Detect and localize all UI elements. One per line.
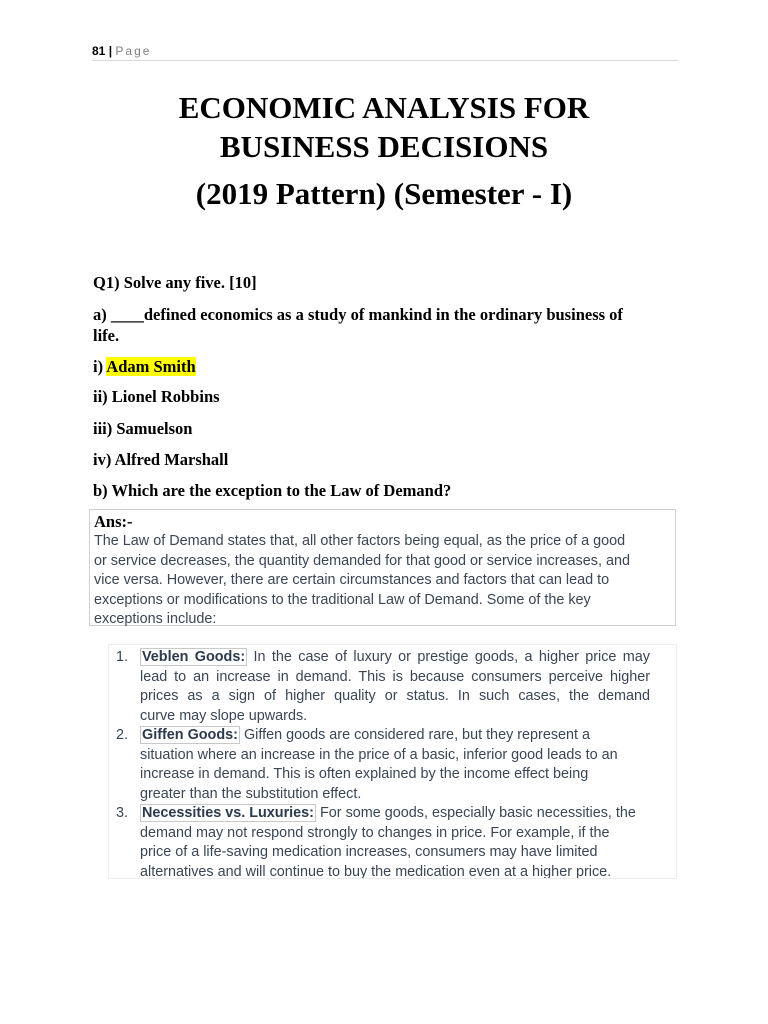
answer-intro bbox=[94, 532, 671, 630]
title-line-2: BUSINESS DECISIONS bbox=[219, 129, 549, 164]
list-item-term: Veblen Goods: bbox=[142, 649, 246, 665]
list-item-term: Giffen Goods: bbox=[142, 727, 238, 743]
list-item-line: lead to an increase in demand. This is because consumers perceive higher bbox=[140, 668, 650, 685]
answer-line: exceptions include: bbox=[94, 611, 217, 628]
list-item-text: Giffen goods are considered rare, but they represent a bbox=[243, 727, 591, 743]
page-word: Page bbox=[115, 44, 152, 58]
option-iii: iii) Samuelson bbox=[93, 419, 193, 438]
question-a bbox=[93, 304, 678, 346]
list-item-line: price of a life-saving medication increases, consumers may have limited bbox=[140, 844, 598, 860]
list-item-line: demand may not respond strongly to changes in price. For example, if the bbox=[140, 824, 610, 841]
title-line-1: ECONOMIC ANALYSIS FOR bbox=[178, 90, 590, 125]
option-i-answer-highlight: Adam Smith bbox=[106, 357, 196, 376]
list-item-term: Necessities vs. Luxuries: bbox=[142, 805, 314, 821]
list-item-text: In the case of luxury or prestige goods, a higher price may bbox=[253, 649, 650, 665]
page-header bbox=[92, 44, 678, 61]
list-item-text: For some goods, especially basic necessities, the bbox=[319, 805, 636, 821]
option-i-prefix: i) bbox=[93, 357, 107, 376]
list-item-line: greater than the substitution effect. bbox=[140, 785, 362, 802]
document-title bbox=[0, 88, 768, 166]
list-item-line: prices as a sign of higher quality or status. In such cases, the demand bbox=[140, 688, 650, 704]
answer-line: The Law of Demand states that, all other factors being equal, as the price of a good bbox=[94, 533, 626, 549]
list-number: 2. bbox=[116, 727, 129, 743]
question-b: b) Which are the exception to the Law of Demand? bbox=[93, 481, 452, 500]
question-a-line-1: a) ____defined economics as a study of mankind in the ordinary business of bbox=[93, 305, 623, 324]
list-item-line: alternatives and will continue to buy the medication even at a higher price. bbox=[140, 863, 612, 879]
answer-box bbox=[89, 509, 676, 626]
answer-line: exceptions or modifications to the traditional Law of Demand. Some of the key bbox=[94, 591, 591, 608]
page-number: 81 bbox=[92, 44, 106, 58]
list-item-body bbox=[140, 648, 650, 726]
answer-label: Ans:- bbox=[94, 512, 133, 531]
list-item-line: situation where an increase in the price of a basic, inferior good leads to an bbox=[140, 746, 618, 763]
exceptions-list bbox=[108, 644, 677, 879]
answer-line: or service decreases, the quantity demanded for that good or service increases, and bbox=[94, 552, 630, 569]
option-i bbox=[93, 356, 678, 377]
list-item-body bbox=[140, 804, 650, 879]
list-item-line: increase in demand. This is often explained by the income effect being bbox=[140, 766, 589, 782]
list-number: 3. bbox=[116, 805, 129, 821]
list-item-body bbox=[140, 726, 650, 804]
answer-line: vice versa. However, there are certain circumstances and factors that can lead to bbox=[94, 572, 610, 589]
option-iv: iv) Alfred Marshall bbox=[93, 450, 229, 469]
question-a-line-2: life. bbox=[93, 326, 120, 345]
q1-heading: Q1) Solve any five. [10] bbox=[93, 273, 257, 292]
header-separator: | bbox=[108, 44, 113, 58]
title-line-3: (2019 Pattern) (Semester - I) bbox=[195, 176, 573, 211]
option-ii: ii) Lionel Robbins bbox=[93, 387, 220, 406]
list-item-line: curve may slope upwards. bbox=[140, 707, 308, 724]
list-number: 1. bbox=[116, 649, 129, 665]
